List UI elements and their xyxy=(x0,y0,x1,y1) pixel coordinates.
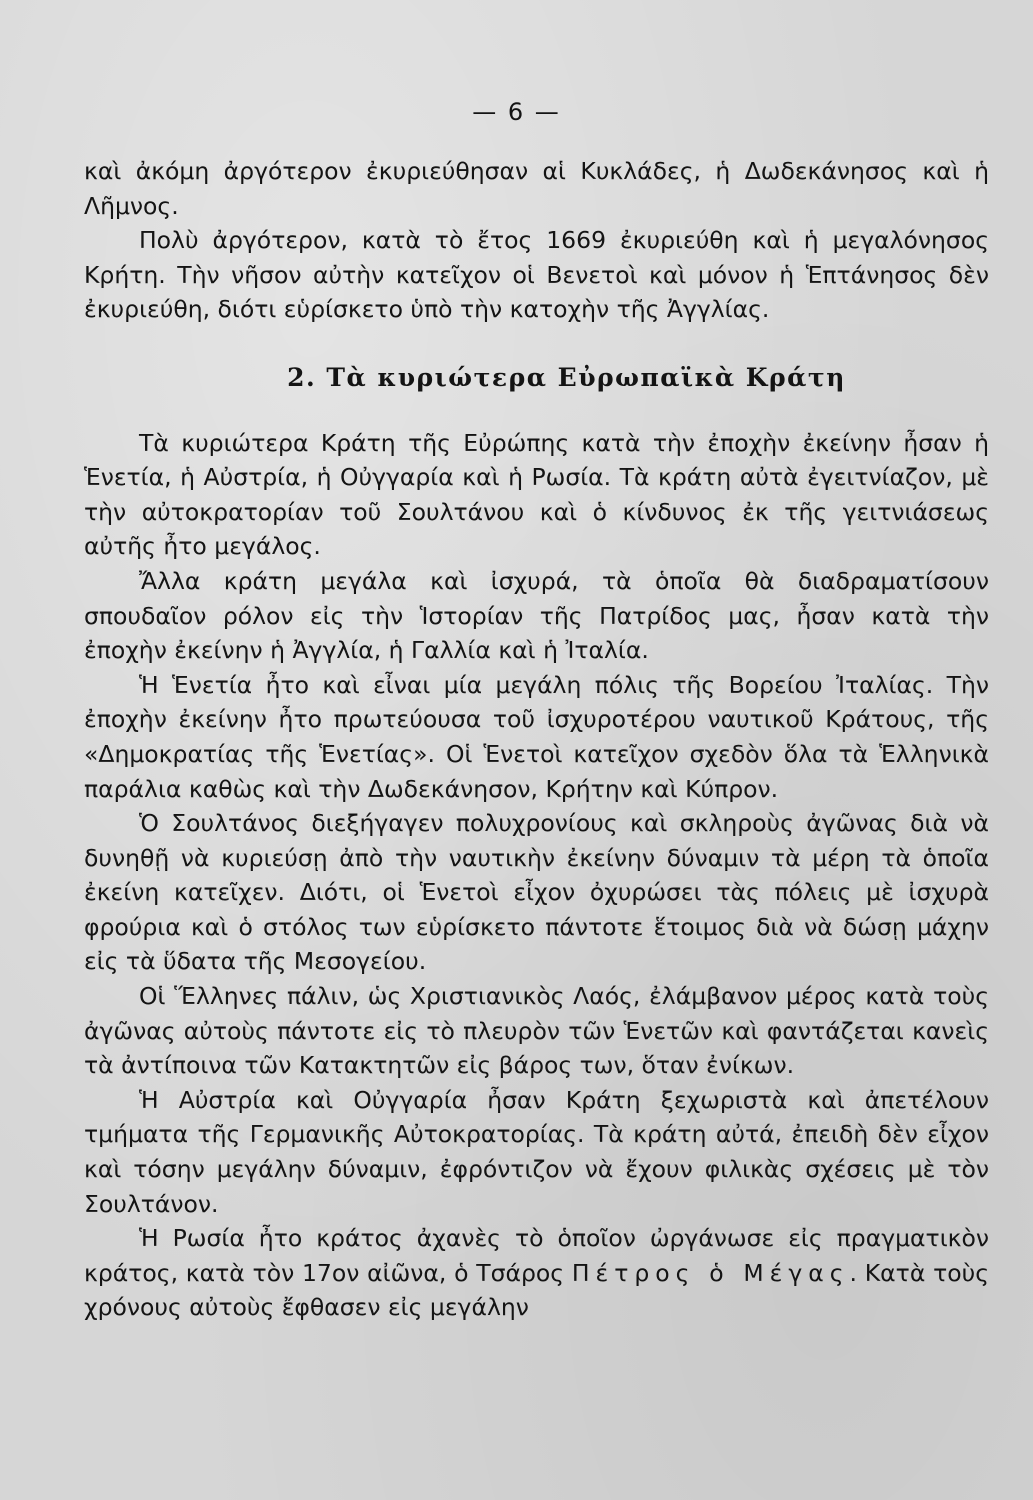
paragraph-3: Τὰ κυριώτερα Κράτη τῆς Εὐρώπης κατὰ τὴν ἐποχὴν ἐκείνην ἦσαν ἡ Ἑνετία, ἡ Αὐστρία, ἡ Οὐγγαρία καὶ ἡ Ρωσία. Τὰ κράτη αὐτὰ ἐγειτνίαζον, μὲ τὴν αὐτοκρατορίαν τοῦ Σουλτάνου καὶ ὁ κίνδυνος ἐκ τῆς γειτνιάσεως αὐτῆς ἦτο μεγάλος. xyxy=(84,428,989,561)
emphasized-name: Πέτρος ὁ Μέγας xyxy=(571,1258,850,1287)
paragraph-4: Ἄλλα κράτη μεγάλα καὶ ἰσχυρά, τὰ ὁποῖα θὰ διαδραματίσουν σπουδαῖον ρόλον εἰς τὴν Ἱστορίαν τῆς Πατρίδος μας, ἦσαν κατὰ τὴν ἐποχὴν ἐκείνην ἡ Ἀγγλία, ἡ Γαλλία καὶ ἡ Ἰταλία. xyxy=(84,566,989,665)
section-heading: 2. Τὰ κυριώτερα Εὐρωπαϊκὰ Κράτη xyxy=(287,362,846,392)
body-text xyxy=(84,154,989,1325)
paragraph-9-start: Ἡ Ρωσία ἦτο κράτος ἀχανὲς τὸ ὁποῖον ὠργάνωσε εἰς πραγματικὸν κράτος, κατὰ τὸν 17ον αἰῶνα, ὁ Τσάρος xyxy=(84,1224,989,1287)
paragraph-1: καὶ ἀκόμη ἀργότερον ἐκυριεύθησαν αἱ Κυκλάδες, ἡ Δωδεκάνησος καὶ ἡ Λῆμνος. xyxy=(84,157,989,220)
paragraph-8: Ἡ Αὐστρία καὶ Οὐγγαρία ἦσαν Κράτη ξεχωριστὰ καὶ ἀπετέλουν τμήματα τῆς Γερμανικῆς Αὐτοκρατορίας. Τὰ κράτη αὐτά, ἐπειδὴ δὲν εἶχον καὶ τόσην μεγάλην δύναμιν, ἐφρόντιζον νὰ ἔχουν φιλικὰς σχέσεις μὲ τὸν Σουλτάνον. xyxy=(84,1085,989,1218)
paragraph-9-end: . Κατὰ τοὺς χρόνους αὐτοὺς ἔφθασεν εἰς μεγάλην xyxy=(84,1258,989,1322)
paragraph-6: Ὁ Σουλτάνος διεξήγαγεν πολυχρονίους καὶ σκληροὺς ἀγῶνας διὰ νὰ δυνηθῇ νὰ κυριεύσῃ ἀπὸ τὴν ναυτικὴν ἐκείνην δύναμιν τὰ μέρη τὰ ὁποῖα ἐκείνη κατεῖχεν. Διότι, οἱ Ἑνετοὶ εἶχον ὀχυρώσει τὰς πόλεις μὲ ἰσχυρὰ φρούρια καὶ ὁ στόλος των εὑρίσκετο πάντοτε ἕτοιμος διὰ νὰ δώσῃ μάχην εἰς τὰ ὕδατα τῆς Μεσογείου. xyxy=(84,809,989,976)
paragraph-5: Ἡ Ἑνετία ἦτο καὶ εἶναι μία μεγάλη πόλις τῆς Βορείου Ἰταλίας. Τὴν ἐποχὴν ἐκείνην ἦτο πρωτεύουσα τοῦ ἰσχυροτέρου ναυτικοῦ Κράτους, τῆς «Δημοκρατίας τῆς Ἑνετίας». Οἱ Ἑνετοὶ κατεῖχον σχεδὸν ὅλα τὰ Ἑλληνικὰ παράλια καθὼς καὶ τὴν Δωδεκάνησον, Κρήτην καὶ Κύπρον. xyxy=(84,670,989,803)
paragraph-9 xyxy=(84,1221,989,1325)
paragraph-2: Πολὺ ἀργότερον, κατὰ τὸ ἔτος 1669 ἐκυριεύθη καὶ ἡ μεγαλόνησος Κρήτη. Τὴν νῆσον αὐτὴν κατεῖχον οἱ Βενετοὶ καὶ μόνον ἡ Ἑπτάνησος δὲν ἐκυριεύθη, διότι εὑρίσκετο ὑπὸ τὴν κατοχὴν τῆς Ἀγγλίας. xyxy=(84,226,989,324)
paragraph-7: Οἱ Ἕλληνες πάλιν, ὡς Χριστιανικὸς Λαός, ἐλάμβανον μέρος κατὰ τοὺς ἀγῶνας αὐτοὺς πάντοτε εἰς τὸ πλευρὸν τῶν Ἑνετῶν καὶ φαντάζεται κανεὶς τὰ ἀντίποινα τῶν Κατακτητῶν εἰς βάρος των, ὅταν ἐνίκων. xyxy=(84,982,989,1080)
page-number: — 6 — xyxy=(472,98,561,126)
